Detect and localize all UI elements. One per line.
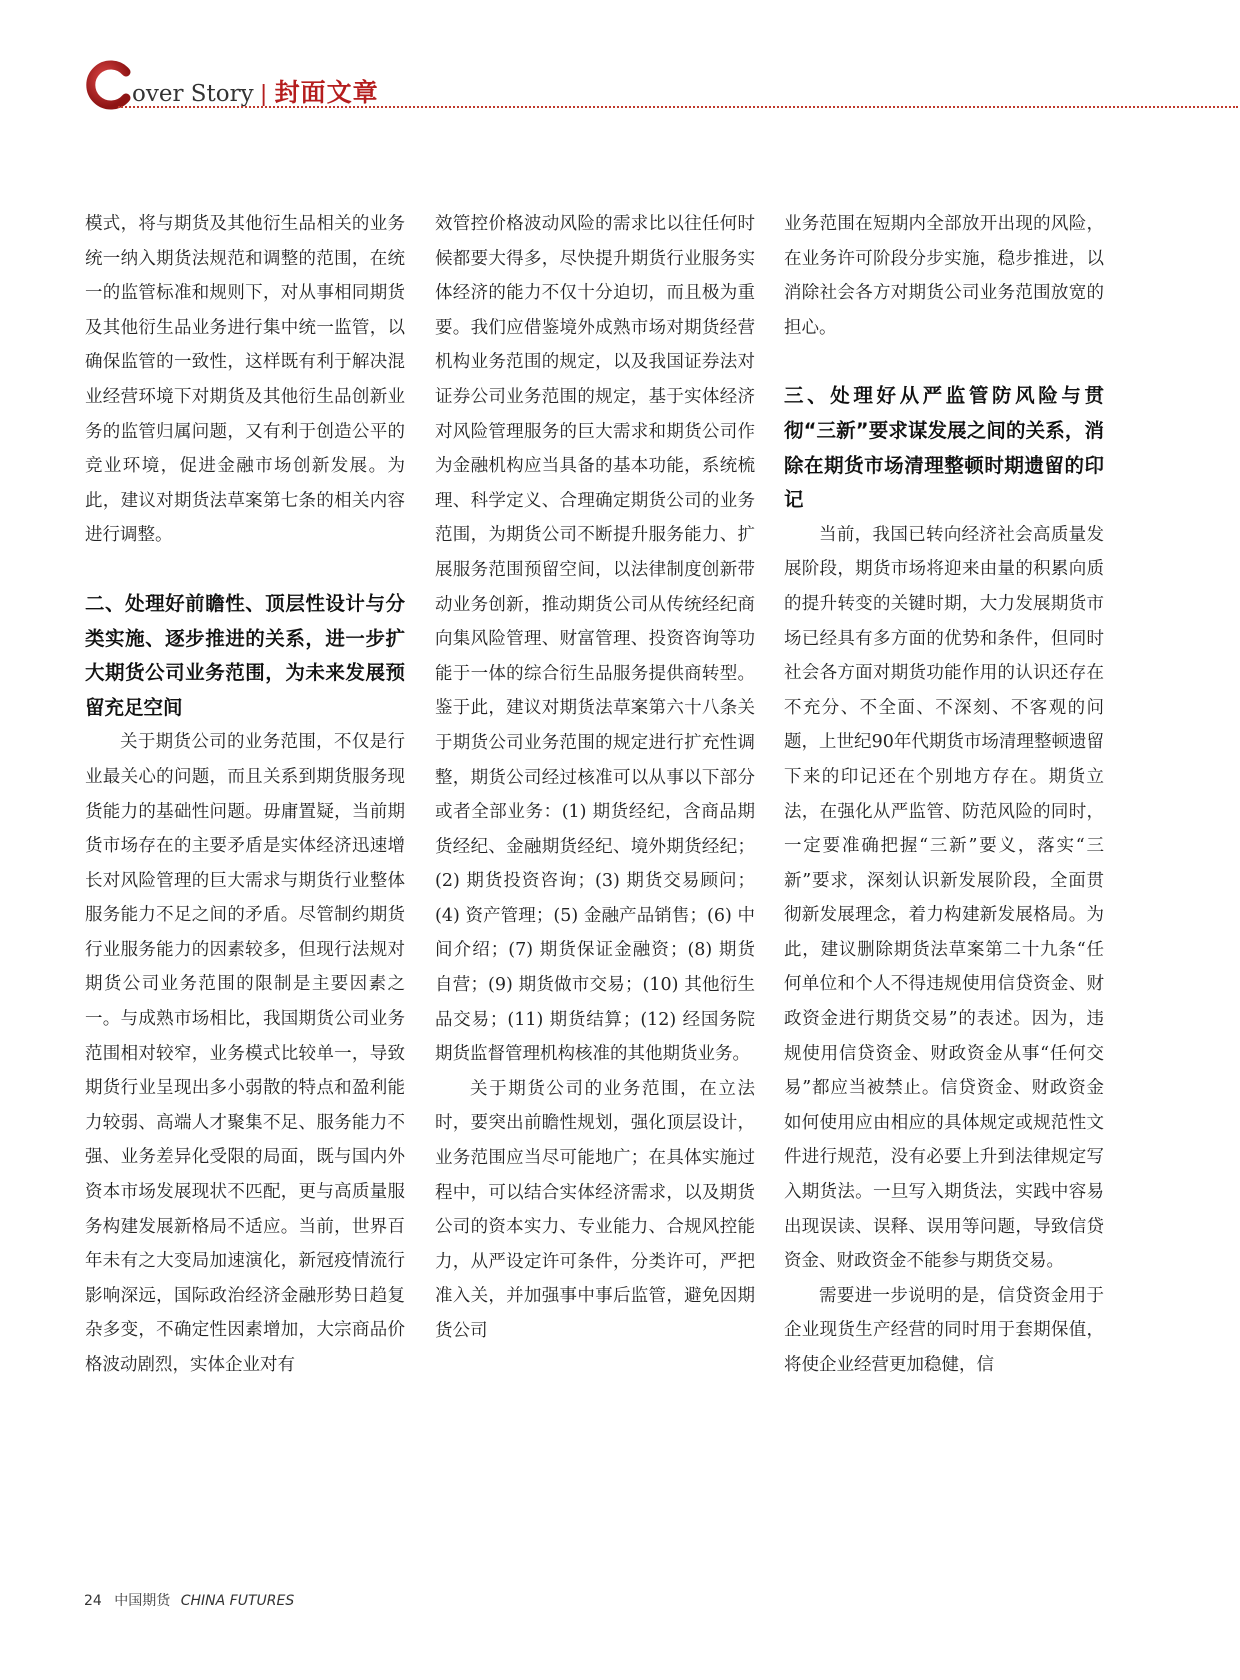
col2-paragraph-2: 关于期货公司的业务范围，在立法时，要突出前瞻性规划，强化顶层设计，业务范围应当尽可能地广；在具体实施过程中，可以结合实体经济需求，以及期货公司的资本实力、专业能力、合规风控能力，从严设定许可条件，分类许可，严把准入关，并加强事中事后监管，避免因期货公司 (435, 1078, 755, 1341)
article-column-3 (784, 207, 1104, 1383)
section-title-en: over Story (132, 81, 254, 107)
col3-paragraph-3: 需要进一步说明的是，信贷资金用于企业现货生产经营的同时用于套期保值，将使企业经营更加稳健，信 (784, 1285, 1104, 1375)
article-column-1 (85, 207, 405, 1383)
col1-spacer (85, 553, 405, 587)
col1-paragraph-2: 关于期货公司的业务范围，不仅是行业最关心的问题，而且关系到期货服务现货能力的基础性问题。毋庸置疑，当前期货市场存在的主要矛盾是实体经济迅速增长对风险管理的巨大需求与期货行业整体服务能力不足之间的矛盾。尽管制约期货行业服务能力的因素较多，但现行法规对期货公司业务范围的限制是主要因素之一。与成熟市场相比，我国期货公司业务范围相对较窄，业务模式比较单一，导致期货行业呈现出多小弱散的特点和盈利能力较弱、高端人才聚集不足、服务能力不强、业务差异化受限的局面，既与国内外资本市场发展现状不匹配，更与高质量服务构建发展新格局不适应。当前，世界百年未有之大变局加速演化，新冠疫情流行影响深远，国际政治经济金融形势日趋复杂多变，不确定性因素增加，大宗商品价格波动剧烈，实体企业对有 (85, 732, 405, 1375)
col2-paragraph-1: 效管控价格波动风险的需求比以往任何时候都要大得多，尽快提升期货行业服务实体经济的能力不仅十分迫切，而且极为重要。我们应借鉴境外成熟市场对期货经营机构业务范围的规定，以及我国证券法对证券公司业务范围的规定，基于实体经济对风险管理服务的巨大需求和期货公司作为金融机构应当具备的基本功能，系统梳理、科学定义、合理确定期货公司的业务范围，为期货公司不断提升服务能力、扩展服务范围预留空间，以法律制度创新带动业务创新，推动期货公司从传统经纪商向集风险管理、财富管理、投资咨询等功能于一体的综合衍生品服务提供商转型。鉴于此，建议对期货法草案第六十八条关于期货公司业务范围的规定进行扩充性调整，期货公司经过核准可以从事以下部分或者全部业务：(1) 期货经纪，含商品期货经纪、金融期货经纪、境外期货经纪；(2) 期货投资咨询；(3) 期货交易顾问；(4) 资产管理；(5) 金融产品销售；(6) 中间介绍；(7) 期货保证金融资；(8) 期货自营；(9) 期货做市交易；(10) 其他衍生品交易；(11) 期货结算；(12) 经国务院期货监督管理机构核准的其他期货业务。 (435, 214, 755, 1065)
page-footer (84, 1590, 294, 1610)
col3-paragraph-1: 业务范围在短期内全部放开出现的风险，在业务许可阶段分步实施，稳步推进，以消除社会各方对期货公司业务范围放宽的担心。 (784, 214, 1104, 338)
section-heading-2: 二、处理好前瞻性、顶层性设计与分类实施、逐步推进的关系，进一步扩大期货公司业务范围，为未来发展预留充足空间 (85, 591, 405, 719)
col3-spacer (784, 345, 1104, 379)
section-separator: | (260, 80, 267, 106)
magazine-name-en: CHINA FUTURES (180, 1593, 295, 1609)
section-title-zh: 封面文章 (274, 78, 379, 107)
section-title (132, 73, 379, 109)
header-dotted-rule (118, 106, 1238, 108)
cover-story-logo-c-icon (84, 58, 138, 112)
page-header (84, 58, 1234, 118)
col3-paragraph-2: 当前，我国已转向经济社会高质量发展阶段，期货市场将迎来由量的积累向质的提升转变的关键时期，大力发展期货市场已经具有多方面的优势和条件，但同时社会各方面对期货功能作用的认识还存在不充分、不全面、不深刻、不客观的问题，上世纪90年代期货市场清理整顿遗留下来的印记还在个别地方存在。期货立法，在强化从严监管、防范风险的同时，一定要准确把握“三新”要义，落实“三新”要求，深刻认识新发展阶段，全面贯彻新发展理念，着力构建新发展格局。为此，建议删除期货法草案第二十九条“任何单位和个人不得违规使用信贷资金、财政资金进行期货交易”的表述。因为，违规使用信贷资金、财政资金从事“任何交易”都应当被禁止。信贷资金、财政资金如何使用应由相应的具体规定或规范性文件进行规范，没有必要上升到法律规定写入期货法。一旦写入期货法，实践中容易出现误读、误释、误用等问题，导致信贷资金、财政资金不能参与期货交易。 (784, 524, 1104, 1272)
page-number: 24 (84, 1593, 102, 1609)
article-column-2 (435, 207, 755, 1349)
section-heading-3: 三、处理好从严监管防风险与贯彻“三新”要求谋发展之间的关系，消除在期货市场清理整顿时期遗留的印记 (784, 384, 1104, 512)
col1-paragraph-1: 模式，将与期货及其他衍生品相关的业务统一纳入期货法规范和调整的范围，在统一的监管标准和规则下，对从事相同期货及其他衍生品业务进行集中统一监管，以确保监管的一致性，这样既有利于解决混业经营环境下对期货及其他衍生品创新业务的监管归属问题，又有利于创造公平的竞业环境，促进金融市场创新发展。为此，建议对期货法草案第七条的相关内容进行调整。 (85, 214, 405, 546)
magazine-name-zh: 中国期货 (114, 1593, 171, 1609)
